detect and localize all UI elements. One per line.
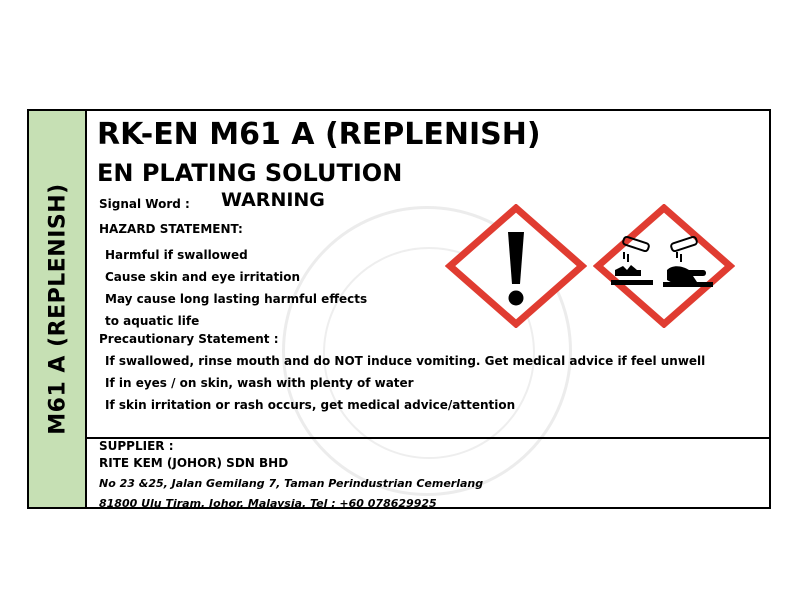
supplier-section [87, 437, 769, 510]
ghs-pictograms [445, 204, 745, 328]
precautionary-list [105, 350, 705, 416]
chemical-label [27, 109, 771, 509]
hazard-item: Cause skin and eye irritation [105, 270, 301, 284]
hazard-list [105, 244, 367, 332]
supplier-address-line: No 23 &25, Jalan Gemilang 7, Taman Perindustrian Cemerlang [99, 477, 484, 490]
precautionary-heading: Precautionary Statement : [99, 332, 279, 346]
signal-word-value: WARNING [221, 189, 325, 211]
product-subtitle: EN PLATING SOLUTION [97, 159, 403, 187]
supplier-heading: SUPPLIER : [99, 439, 174, 453]
supplier-address-line: 81800 Ulu Tiram, Johor, Malaysia. Tel : +60 078629925 [99, 497, 437, 510]
product-title: RK-EN M61 A (REPLENISH) [97, 117, 541, 152]
hazard-item: May cause long lasting harmful effects [105, 292, 368, 306]
supplier-name: RITE KEM (JOHOR) SDN BHD [99, 456, 289, 470]
precautionary-item: If skin irritation or rash occurs, get medical advice/attention [105, 398, 516, 412]
hazard-item: Harmful if swallowed [105, 248, 248, 262]
precautionary-item: If swallowed, rinse mouth and do NOT induce vomiting. Get medical advice if feel unwell [105, 354, 706, 368]
precautionary-item: If in eyes / on skin, wash with plenty of water [105, 376, 414, 390]
side-label: M61 A (REPLENISH) [45, 183, 71, 435]
hazard-item: to aquatic life [105, 314, 200, 328]
corrosion-icon [593, 204, 735, 328]
exclamation-mark-icon [445, 204, 587, 328]
signal-word-label: Signal Word : [99, 197, 190, 211]
hazard-heading: HAZARD STATEMENT: [99, 222, 243, 236]
side-band [29, 111, 87, 507]
label-main [87, 111, 769, 437]
